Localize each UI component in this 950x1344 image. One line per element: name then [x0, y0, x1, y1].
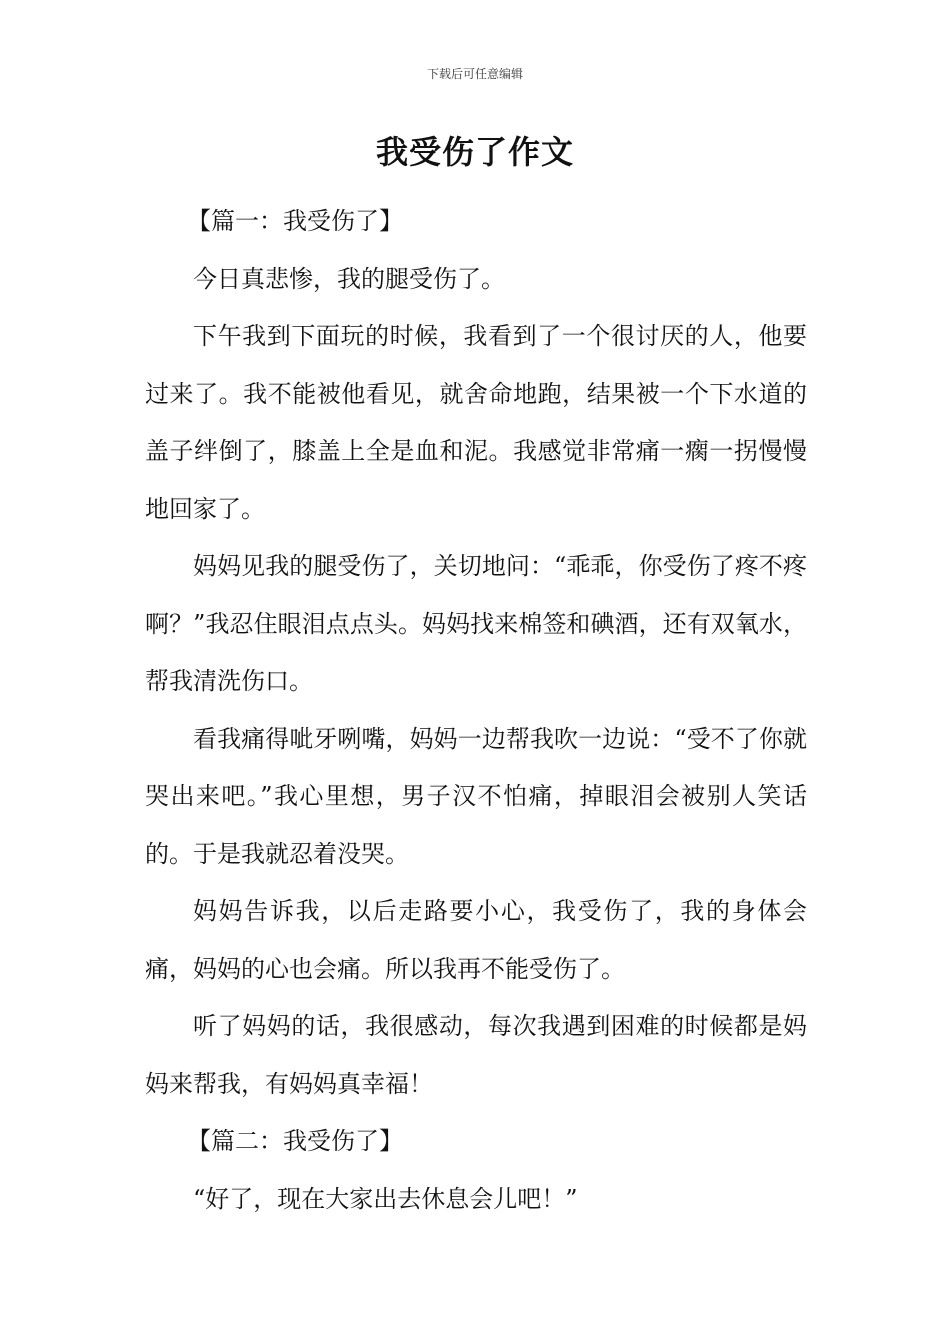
document-body	[145, 193, 807, 1228]
paragraph: 看我痛得呲牙咧嘴，妈妈一边帮我吹一边说：“受不了你就哭出来吧。”我心里想，男子汉不怕痛，掉眼泪会被别人笑话的。于是我就忍着没哭。	[145, 724, 807, 868]
document-title: 我受伤了作文	[375, 133, 574, 171]
section-heading-1: 【篇一：我受伤了】	[187, 207, 403, 235]
paragraph: “好了，现在大家出去休息会儿吧！”	[193, 1184, 578, 1213]
paragraph: 今日真悲惨，我的腿受伤了。	[193, 264, 505, 293]
paragraph: 妈妈见我的腿受伤了，关切地问：“乖乖，你受伤了疼不疼啊？”我忍住眼泪点点头。妈妈找来棉签和碘酒，还有双氧水，帮我清洗伤口。	[145, 552, 807, 695]
paragraph: 听了妈妈的话，我很感动，每次我遇到困难的时候都是妈妈来帮我，有妈妈真幸福！	[145, 1012, 807, 1098]
paragraph: 妈妈告诉我，以后走路要小心，我受伤了，我的身体会痛，妈妈的心也会痛。所以我再不能受伤了。	[145, 897, 807, 983]
section-heading-2: 【篇二：我受伤了】	[187, 1127, 403, 1155]
paragraph: 下午我到下面玩的时候，我看到了一个很讨厌的人，他要过来了。我不能被他看见，就舍命地跑，结果被一个下水道的盖子绊倒了，膝盖上全是血和泥。我感觉非常痛一瘸一拐慢慢地回家了。	[145, 322, 807, 523]
page-header-note: 下载后可任意编辑	[426, 67, 523, 81]
